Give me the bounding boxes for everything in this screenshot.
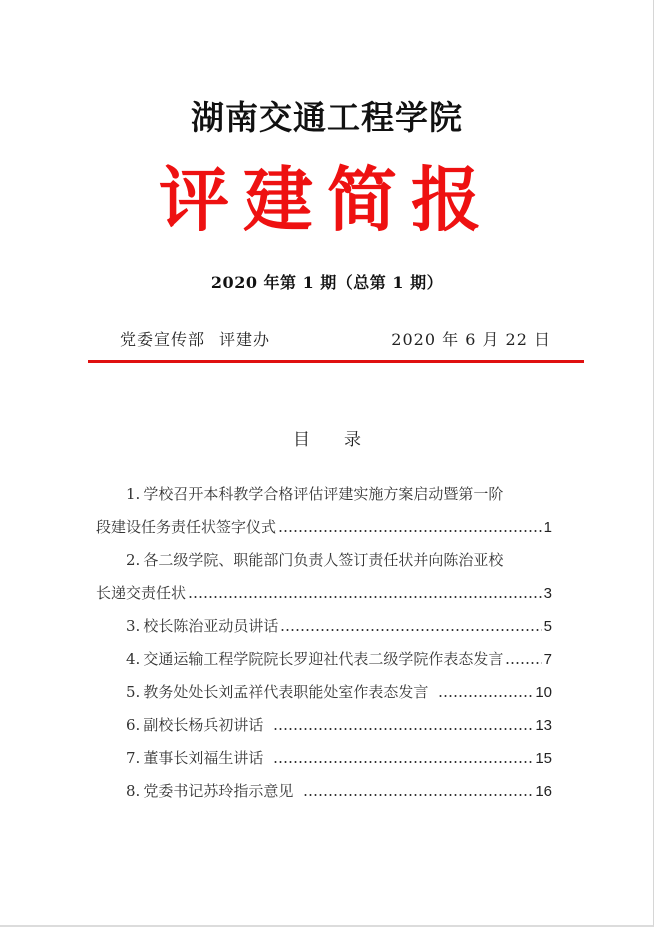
toc-entry-3[interactable] bbox=[96, 610, 552, 643]
toc-page-number: 5 bbox=[543, 618, 552, 635]
toc-page-number: 3 bbox=[543, 585, 552, 602]
toc-page-number: 1 bbox=[543, 519, 552, 536]
issuer-row bbox=[120, 327, 551, 349]
toc-entry-line bbox=[96, 511, 552, 544]
toc-heading bbox=[0, 425, 654, 450]
toc-heading-char: 目 bbox=[293, 430, 310, 450]
toc-entry-number: 4. bbox=[126, 650, 141, 668]
toc-entry-title: 各二级学院、职能部门负责人签订责任状并向陈治亚校 bbox=[143, 551, 504, 569]
dot-leader bbox=[438, 684, 533, 698]
publication-masthead: 评建简报 bbox=[159, 159, 495, 241]
dot-leader bbox=[273, 717, 533, 731]
issuer-department: 党委宣传部 bbox=[120, 330, 206, 349]
toc-entry-title: 党委书记苏玲指示意见 bbox=[143, 782, 294, 800]
toc-entry-line bbox=[96, 709, 552, 742]
toc-entry-line bbox=[96, 676, 552, 709]
toc-page-number: 15 bbox=[535, 750, 552, 767]
toc-entry-number: 3. bbox=[126, 617, 141, 635]
toc-entry-number: 2. bbox=[126, 551, 141, 569]
toc-page-number: 13 bbox=[535, 717, 552, 734]
issue-number: 2020 年第 1 期（总第 1 期） bbox=[210, 273, 444, 292]
issue-date: 2020 年 6 月 22 日 bbox=[391, 330, 551, 349]
toc-entry-7[interactable] bbox=[96, 742, 552, 775]
toc-entry-title: 副校长杨兵初讲话 bbox=[143, 716, 264, 734]
toc-entry-number: 5. bbox=[126, 683, 141, 701]
toc-entry-line bbox=[96, 610, 552, 643]
toc-entry-title: 交通运输工程学院院长罗迎社代表二级学院作表态发言 bbox=[143, 650, 504, 668]
table-of-contents bbox=[96, 478, 552, 808]
toc-entry-2[interactable] bbox=[96, 544, 552, 610]
toc-heading-char: 录 bbox=[344, 430, 361, 450]
toc-entry-title: 校长陈治亚动员讲话 bbox=[143, 617, 279, 635]
toc-entry-line bbox=[96, 775, 552, 808]
toc-page-number: 10 bbox=[535, 684, 552, 701]
toc-entry-8[interactable] bbox=[96, 775, 552, 808]
issuer-department: 评建办 bbox=[219, 330, 271, 349]
toc-entry-line bbox=[96, 478, 552, 511]
dot-leader bbox=[278, 519, 542, 533]
red-divider-rule bbox=[88, 360, 584, 363]
toc-entry-4[interactable] bbox=[96, 643, 552, 676]
toc-entry-title: 董事长刘福生讲话 bbox=[143, 749, 264, 767]
toc-entry-1[interactable] bbox=[96, 478, 552, 544]
institution-name: 湖南交通工程学院 bbox=[191, 98, 463, 137]
toc-entry-title: 学校召开本科教学合格评估评建实施方案启动暨第一阶 bbox=[143, 485, 504, 503]
dot-leader bbox=[303, 783, 533, 797]
dot-leader bbox=[188, 585, 542, 599]
toc-entry-line bbox=[96, 643, 552, 676]
toc-entry-6[interactable] bbox=[96, 709, 552, 742]
toc-entry-5[interactable] bbox=[96, 676, 552, 709]
toc-entry-line bbox=[96, 544, 552, 577]
toc-entry-number: 1. bbox=[126, 485, 141, 503]
toc-entry-title-cont: 段建设任务责任状签字仪式 bbox=[96, 518, 277, 536]
dot-leader bbox=[505, 651, 541, 665]
toc-entry-number: 7. bbox=[126, 749, 141, 767]
toc-page-number: 7 bbox=[543, 651, 552, 668]
toc-entry-line bbox=[96, 742, 552, 775]
toc-entry-title-cont: 长递交责任状 bbox=[96, 584, 187, 602]
dot-leader bbox=[280, 618, 541, 632]
dot-leader bbox=[273, 750, 533, 764]
toc-entry-title: 教务处处长刘孟祥代表职能处室作表态发言 bbox=[143, 683, 429, 701]
toc-entry-line bbox=[96, 577, 552, 610]
toc-entry-number: 8. bbox=[126, 782, 141, 800]
toc-entry-number: 6. bbox=[126, 716, 141, 734]
toc-page-number: 16 bbox=[535, 783, 552, 800]
issuer-departments bbox=[120, 327, 270, 350]
